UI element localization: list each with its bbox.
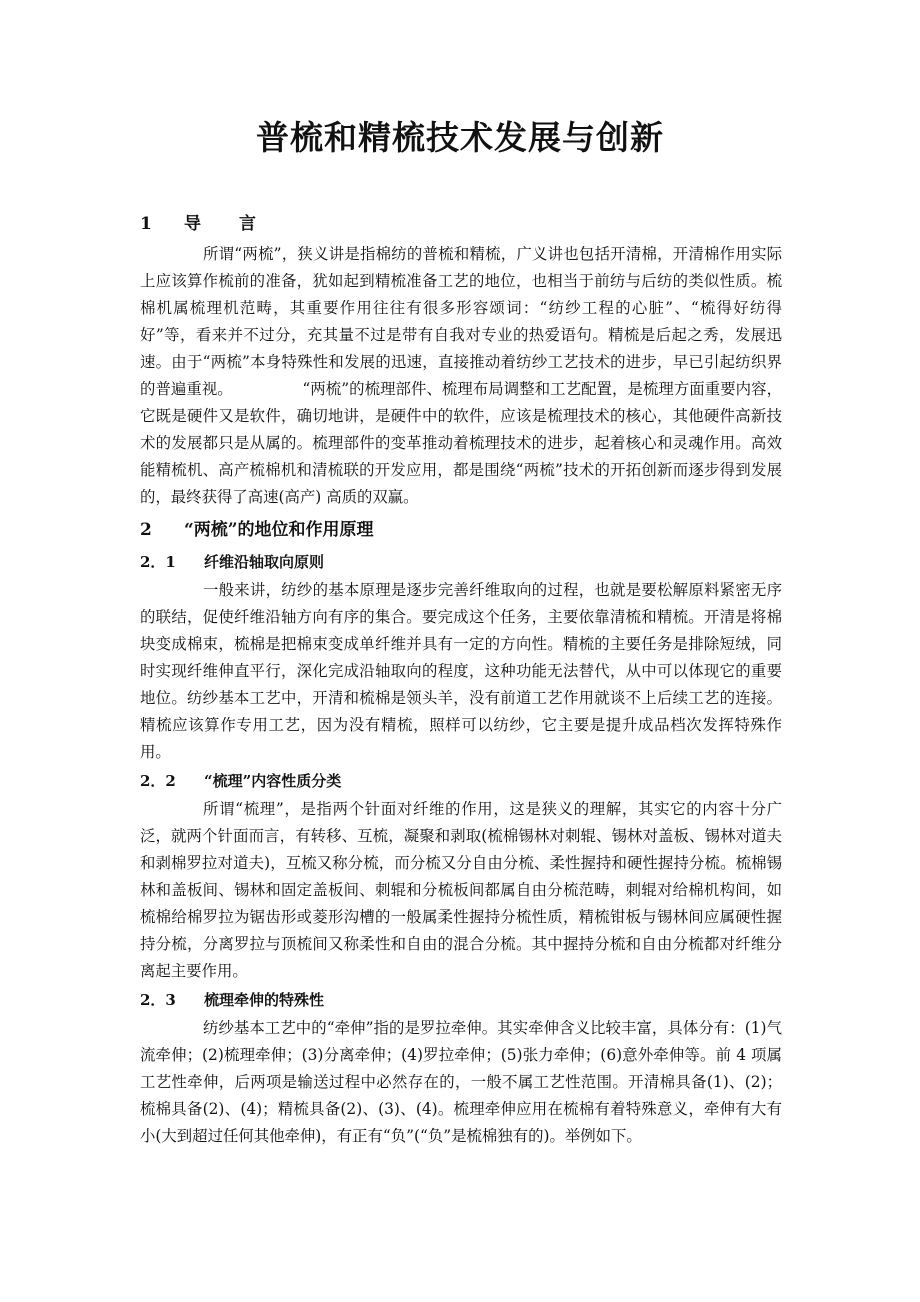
subsection-number: 2．3 [140, 991, 176, 1009]
section-number: 1 [140, 214, 152, 234]
subsection-number: 2．1 [140, 553, 176, 571]
section-title: 导言 [184, 214, 294, 234]
subsection-heading-2-1 [140, 547, 782, 577]
subsection-heading-2-3 [140, 985, 782, 1015]
section-title: “两梳”的地位和作用原理 [184, 520, 374, 540]
subsection-title: “梳理”内容性质分类 [204, 772, 342, 790]
subsection-title: 纤维沿轴取向原则 [204, 553, 325, 571]
document-title: 普梳和精梳技术发展与创新 [256, 118, 664, 157]
section-heading-1 [140, 207, 782, 241]
subsection-number: 2．2 [140, 772, 176, 790]
subsection-title: 梳理牵伸的特殊性 [204, 991, 325, 1009]
document-body [140, 207, 782, 1150]
section-number: 2 [140, 520, 152, 540]
paragraph-2-2: 所谓“梳理”，是指两个针面对纤维的作用，这是狭义的理解，其实它的内容十分广泛，就两个针面而言，有转移、互梳，凝聚和剥取(梳棉锡林对刺辊、锡林对盖板、锡林对道夫和剥棉罗拉对道夫)，互梳又称分梳，而分梳又分自由分梳、柔性握持和硬性握持分梳。梳棉锡林和盖板间、锡林和固定盖板间、刺辊和分梳板间都属自由分梳范畴，刺辊对给棉机构间，如梳棉给棉罗拉为锯齿形或菱形沟槽的一般属柔性握持分梳性质，精梳钳板与锡林间应属硬性握持分梳，分离罗拉与顶梳间又称柔性和自由的混合分梳。其中握持分梳和自由分梳都对纤维分离起主要作用。 [140, 800, 782, 980]
paragraph-2-1: 一般来讲，纺纱的基本原理是逐步完善纤维取向的过程，也就是要松解原料紧密无序的联结，促使纤维沿轴方向有序的集合。要完成这个任务，主要依靠清梳和精梳。开清是将棉块变成棉束，梳棉是把棉束变成单纤维并具有一定的方向性。精梳的主要任务是排除短绒，同时实现纤维伸直平行，深化完成沿轴取向的程度，这种功能无法替代，从中可以体现它的重要地位。纺纱基本工艺中，开清和梳棉是领头羊，没有前道工艺作用就谈不上后续工艺的连接。精梳应该算作专用工艺，因为没有精梳，照样可以纺纱，它主要是提升成品档次发挥特殊作用。 [140, 581, 782, 761]
subsection-heading-2-2 [140, 766, 782, 796]
section-heading-2 [140, 513, 782, 547]
paragraph-intro: 所谓“两梳”，狭义讲是指棉纺的普梳和精梳，广义讲也包括开清棉，开清棉作用实际上应该算作梳前的准备，犹如起到精梳准备工艺的地位，也相当于前纺与后纺的类似性质。梳棉机属梳理机范畴，其重要作用往往有很多形容颂词：“纺纱工程的心脏”、“梳得好纺得好”等，看来并不过分，充其量不过是带有自我对专业的热爱语句。精梳是后起之秀，发展迅速。由于“两梳”本身特殊性和发展的迅速，直接推动着纺纱工艺技术的进步，早已引起纺织界的普遍重视。 “两梳”的梳理部件、梳理布局调整和工艺配置，是梳理方面重要内容，它既是硬件又是软件，确切地讲，是硬件中的软件，应该是梳理技术的核心，其他硬件高新技术的发展都只是从属的。梳理部件的变革推动着梳理技术的进步，起着核心和灵魂作用。高效能精梳机、高产梳棉机和清梳联的开发应用，都是围绕“两梳”技术的开拓创新而逐步得到发展的，最终获得了高速(高产) 高质的双赢。 [140, 245, 782, 506]
paragraph-2-3: 纺纱基本工艺中的“牵伸”指的是罗拉牵伸。其实牵伸含义比较丰富，具体分有：(1)气流牵伸；(2)梳理牵伸；(3)分离牵伸；(4)罗拉牵伸；(5)张力牵伸；(6)意外牵伸等。前 4 项属工艺性牵伸，后两项是输送过程中必然存在的，一般不属工艺性范围。开清棉具备(1)、(2)；梳棉具备(2)、(4)；精梳具备(2)、(3)、(4)。梳理牵伸应用在梳棉有着特殊意义，牵伸有大有小(大到超过任何其他牵伸)，有正有“负”(“负”是梳棉独有的)。举例如下。 [140, 1019, 782, 1145]
